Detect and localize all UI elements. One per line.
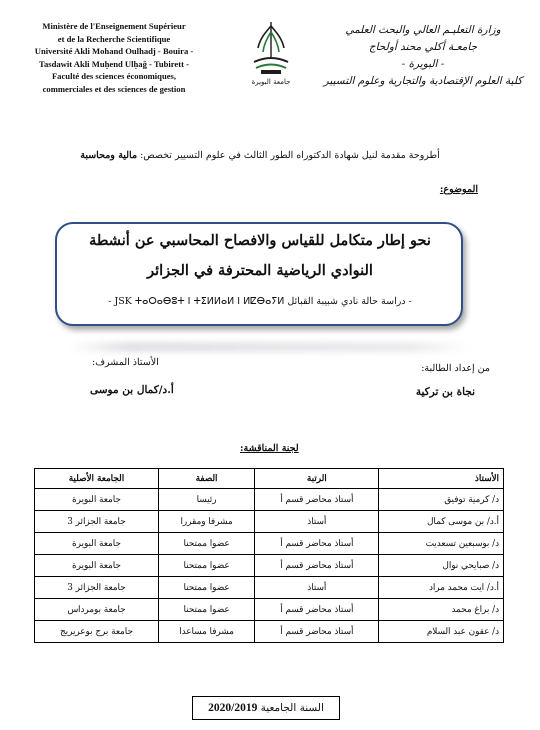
- thesis-specialty: مالية ومحاسبة: [80, 150, 138, 161]
- header-rank: الرتبة: [255, 469, 379, 489]
- cell-university: جامعة الجزائر 3: [35, 577, 159, 599]
- cell-rank: أستاذ محاضر قسم أ: [255, 533, 379, 555]
- cell-name: د/ بوسبعين تسعديت: [379, 533, 504, 555]
- fr-header-line: et de la Recherche Scientifique: [57, 33, 171, 44]
- cell-name: د/ عقون عبد السلام: [379, 621, 504, 643]
- committee-table: [34, 468, 504, 643]
- committee-label: لجنة المناقشة:: [240, 443, 299, 454]
- thesis-title-line2: النوادي الرياضية المحترفة في الجزائر: [147, 262, 373, 279]
- french-header: [14, 20, 214, 95]
- cell-role: عضوا ممتحنا: [158, 599, 254, 621]
- student-name: نجاة بن تركية: [415, 386, 475, 398]
- table-row: [35, 533, 504, 555]
- ar-header-line: وزارة التعليـم العالي والبحث العلمي: [345, 24, 501, 36]
- cell-rank: أستاذ: [255, 577, 379, 599]
- cell-name: د/ براغ محمد: [379, 599, 504, 621]
- subject-label: الموضوع:: [439, 184, 478, 195]
- header-university: الجامعة الأصلية: [35, 469, 159, 489]
- table-row: [35, 555, 504, 577]
- cell-name: د/ كرمية توفيق: [379, 489, 504, 511]
- thesis-title-line1: نحو إطار متكامل للقياس والافصاح المحاسبي عن أنشطة: [89, 232, 431, 249]
- ar-header-line: كلية العلوم الإقتصادية والتجارية وعلوم التسيير: [323, 75, 523, 87]
- ar-header-line: - البويرة -: [401, 58, 445, 70]
- cell-role: عضوا ممتحنا: [158, 555, 254, 577]
- table-row: [35, 489, 504, 511]
- year-value: 2020/2019: [208, 702, 258, 714]
- cell-role: رئيسا: [158, 489, 254, 511]
- thesis-intro: أطروحة مقدمة لنيل شهادة الدكتوراه الطور الثالث في علوم التسيير تخصص:: [140, 150, 440, 161]
- case-study-line: - دراسة حالة نادي شبيبة القبائل JSK ⵜⴰⵔⴰⴱⵓⵜ ⵏ ⵜⵉⵍⵍⴰⵍ ⵏ ⵍⵇⴱⴰⵢⵍ -: [108, 296, 412, 307]
- blurred-strip: [70, 342, 470, 352]
- cell-university: جامعة البويرة: [35, 489, 159, 511]
- cell-university: جامعة الجزائر 3: [35, 511, 159, 533]
- cell-rank: أستاذ محاضر قسم أ: [255, 621, 379, 643]
- table-row: [35, 621, 504, 643]
- cell-rank: أستاذ محاضر قسم أ: [255, 599, 379, 621]
- cell-role: مشرفا ومقررا: [158, 511, 254, 533]
- cell-name: أ.د/ بن موسى كمال: [379, 511, 504, 533]
- ar-header-line: جامعـة أكلي محند أولحاج: [368, 41, 478, 53]
- table-row: [35, 577, 504, 599]
- fr-header-line: Ministère de l'Enseignement Supérieur: [42, 21, 186, 31]
- cell-rank: أستاذ محاضر قسم أ: [255, 489, 379, 511]
- thesis-description: [20, 150, 500, 161]
- cell-university: جامعة بومرداس: [35, 599, 159, 621]
- fr-header-line: Faculté des sciences économiques,: [51, 71, 177, 81]
- year-label: السنة الجامعية: [260, 702, 324, 714]
- student-label: من إعداد الطالبة:: [421, 363, 490, 374]
- logo-caption: جامعة البويرة: [251, 78, 291, 86]
- cell-name: أ.د/ ايت محمد مراد: [379, 577, 504, 599]
- header-role: الصفة: [158, 469, 254, 489]
- cell-role: عضوا ممتحنا: [158, 577, 254, 599]
- table-row: [35, 599, 504, 621]
- academic-year-box: [192, 696, 340, 720]
- cell-rank: أستاذ: [255, 511, 379, 533]
- cell-university: جامعة برج بوعريريج: [35, 621, 159, 643]
- fr-header-line: commerciales et des sciences de gestion: [42, 83, 186, 94]
- cell-rank: أستاذ محاضر قسم أ: [255, 555, 379, 577]
- cell-university: جامعة البويرة: [35, 555, 159, 577]
- arabic-header: [318, 22, 528, 90]
- cell-role: عضوا ممتحنا: [158, 533, 254, 555]
- table-row: [35, 511, 504, 533]
- fr-header-line: Tasdawit Akli Muḥend Ulḥağ - Tubirett -: [39, 58, 189, 69]
- table-header-row: [35, 469, 504, 489]
- fr-header-line: Université Akli Mohand Oulhadj - Bouira -: [34, 46, 194, 56]
- cell-university: جامعة البويرة: [35, 533, 159, 555]
- header-name: الأستاذ: [379, 469, 504, 489]
- supervisor-label: الأستاذ المشرف:: [92, 357, 159, 368]
- cell-name: د/ صبايحي نوال: [379, 555, 504, 577]
- supervisor-name: أ.د/كمال بن موسى: [90, 384, 174, 396]
- cell-role: مشرفا مساعدا: [158, 621, 254, 643]
